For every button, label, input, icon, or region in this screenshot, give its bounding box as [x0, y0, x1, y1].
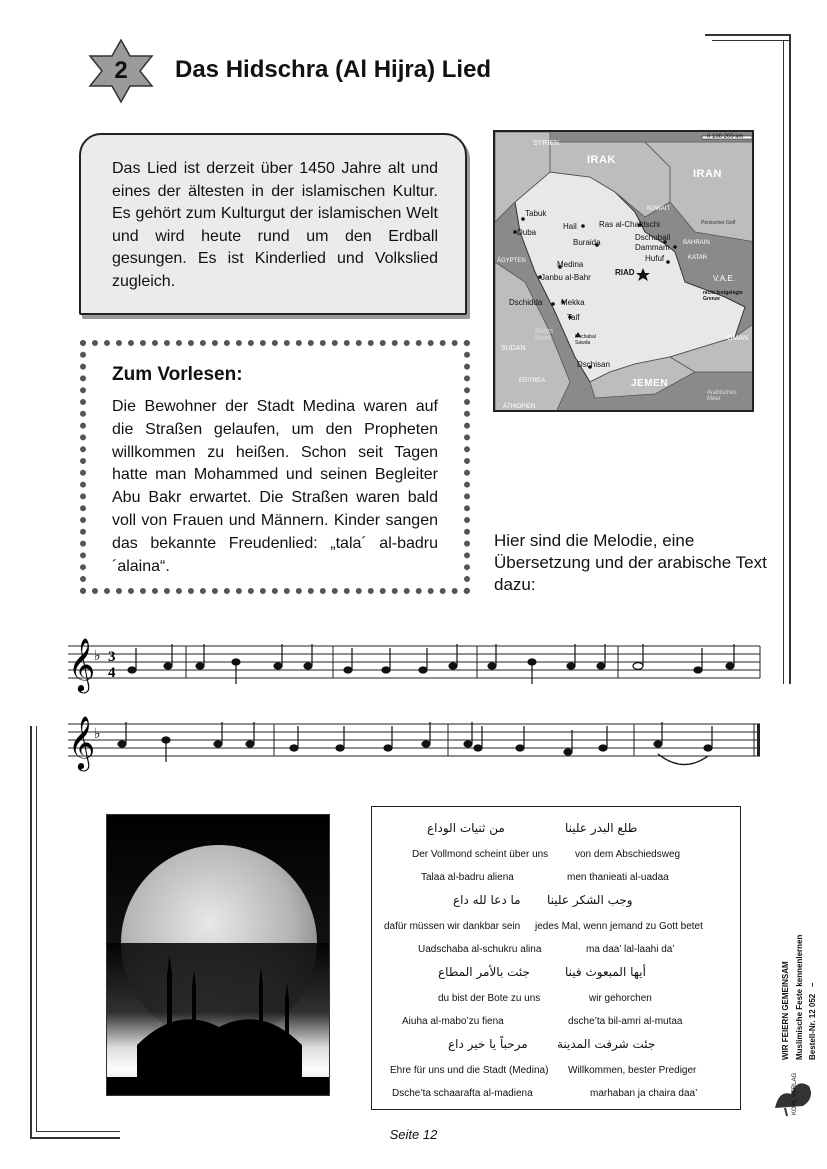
border-line-right	[789, 34, 791, 684]
map-label-jemen: JEMEN	[631, 378, 668, 389]
lyrics-tr-right: marhaban ja chaira daa’	[590, 1088, 698, 1099]
map-label-iran: IRAN	[693, 168, 722, 180]
map-city-duba: Duba	[517, 228, 537, 237]
lyrics-ar-right: طلع البدر علينا	[565, 821, 638, 835]
staff-1-drawing	[68, 636, 768, 696]
lyrics-tr-right: men thanieati al-uadaa	[567, 872, 669, 883]
lyrics-de-right: jedes Mal, wenn jemand zu Gott betet	[535, 921, 703, 932]
side-series-1: WIR FEIERN GEMEINSAM	[781, 961, 790, 1060]
lyrics-de-left: du bist der Bote zu uns	[438, 993, 541, 1004]
map-label-aegypten: ÄGYPTEN	[497, 258, 526, 264]
map-label-syrien: SYRIEN	[533, 140, 560, 147]
publisher-name: KOHL VERLAG	[792, 1072, 798, 1115]
section-number: 2	[114, 57, 128, 84]
lyrics-table	[371, 806, 741, 1110]
lyrics-tr-right: ma daa’ lal-laahi da’	[586, 944, 675, 955]
moon-mosque-photo	[106, 814, 330, 1096]
map-city-dschabal-sawda: Dschabal Sawda	[575, 334, 596, 346]
map-city-janbu: Janbu al-Bahr	[541, 273, 591, 282]
map-water-arabian-sea: Arabisches Meer	[707, 390, 737, 402]
map-city-hufuf: Hufuf	[645, 254, 665, 263]
saudi-arabia-map	[493, 130, 754, 412]
border-line-top	[705, 34, 790, 36]
map-city-ras-al-chafdschi: Ras al-Chafdschi	[599, 220, 660, 229]
map-label-eritrea: ERITREA	[519, 378, 546, 384]
map-label-bahrain: BAHRAIN	[683, 240, 710, 246]
time-sig-top: 3	[108, 649, 116, 665]
page-title: Das Hidschra (Al Hijra) Lied	[175, 56, 492, 83]
melody-caption: Hier sind die Melodie, eine Übersetzung und der arabische Text dazu:	[494, 531, 767, 594]
map-scale: 0 100 200 km	[707, 134, 744, 140]
border-line-right-2	[783, 40, 784, 684]
map-label-katar: KATAR	[688, 255, 708, 261]
map-city-dschidda: Dschidda	[509, 298, 543, 307]
map-label-irak: IRAK	[587, 154, 616, 166]
read-aloud-text: Die Bewohner der Stadt Medina waren auf die Straßen gelaufen, um den Propheten willkommen zu heißen. Schon seit Tagen hatte man Mohammed und seinen Begleiter Abu Bakr erwartet. Die Straßen waren bald voll von Frauen und Männern. Kinder sangen das bekannte Freudenlied: „tala´ al-badru ´alaina“.	[112, 398, 438, 575]
lyrics-ar-left: جئت بالأمر المطاع	[438, 965, 530, 979]
border-line-left-2	[36, 726, 37, 1132]
lyrics-ar-right: جئت شرفت المدينة	[557, 1037, 656, 1051]
map-city-hail: Hail	[563, 222, 577, 231]
page-number: Seite 12	[389, 1127, 438, 1142]
map-city-dschisan: Dschisan	[577, 360, 610, 369]
side-order-number	[808, 983, 817, 1060]
map-city-dschubail: Dschubail	[635, 233, 671, 242]
map-city-mekka: Mekka	[561, 298, 585, 307]
map-city-taif: Taif	[567, 313, 580, 322]
svg-text:𝄞: 𝄞	[68, 637, 96, 691]
border-line-left	[30, 726, 32, 1138]
svg-text:𝄞: 𝄞	[68, 715, 96, 769]
svg-text:♭: ♭	[94, 726, 101, 742]
lyrics-tr-left: Talaa al-badru aliena	[421, 872, 514, 883]
side-dash: –	[808, 982, 817, 988]
lyrics-ar-left: مرحباً يا خير داع	[448, 1037, 528, 1051]
lyrics-tr-left: Aiuha al-mabo’zu fiena	[402, 1016, 504, 1027]
lyrics-tr-left: Dsche’ta schaarafta al-madiena	[392, 1088, 533, 1099]
map-city-buraida: Buraida	[573, 238, 601, 247]
lyrics-de-right: wir gehorchen	[589, 993, 652, 1004]
map-water-persian-gulf: Persischer Golf	[701, 220, 736, 226]
lyrics-ar-right: وجب الشكر علينا	[547, 893, 633, 907]
map-label-vae: V.A.E.	[713, 274, 735, 283]
lyrics-de-right: von dem Abschiedsweg	[575, 849, 681, 860]
time-sig-bottom: 4	[108, 665, 116, 681]
border-line-top-2	[712, 40, 790, 41]
svg-text:♭: ♭	[94, 648, 101, 664]
music-staff-2	[68, 714, 768, 778]
music-staff-1	[68, 636, 768, 696]
lyrics-de-left: Ehre für uns und die Stadt (Medina)	[390, 1065, 549, 1076]
map-city-medina: Medina	[557, 260, 584, 269]
lyrics-de-left: dafür müssen wir dankbar sein	[384, 921, 521, 932]
read-aloud-heading: Zum Vorlesen:	[112, 364, 243, 385]
lyrics-de-right: Willkommen, bester Prediger	[568, 1065, 697, 1076]
map-label-aethiopien: ÄTHIOPIEN	[503, 404, 536, 410]
lyrics-ar-left: ما دعا لله داع	[453, 893, 521, 907]
lyrics-tr-right: dsche’ta bil-amri al-mutaa	[568, 1016, 683, 1027]
lyrics-de-left: Der Vollmond scheint über uns	[412, 849, 549, 860]
map-city-riad: RIAD	[615, 268, 635, 277]
side-series-2: Muslimische Feste kennenlernen	[795, 934, 804, 1060]
map-city-tabuk: Tabuk	[525, 209, 547, 218]
map-water-red-sea: Rotes Meer	[535, 328, 554, 342]
lyrics-tr-left: Uadschaba al-schukru alina	[418, 944, 542, 955]
map-border-note: nicht festgelegte Grenze	[703, 290, 743, 302]
staff-2-drawing	[68, 714, 768, 778]
map-label-sudan: SUDAN	[501, 345, 526, 352]
map-label-kuwait: KUWAIT	[647, 206, 671, 212]
map-city-dammam: Dammam	[635, 243, 670, 252]
lyrics-ar-left: من ثنيات الوداع	[427, 821, 505, 835]
map-label-oman: OMAN	[727, 335, 748, 342]
order-number: Bestell-Nr. 12 052	[808, 993, 817, 1060]
intro-text: Das Lied ist derzeit über 1450 Jahre alt und eines der ältesten in der islamischen Kultur. Es gehört zum Kulturgut der islamischen Welt und wird heute rund um den Erdball gesungen. Es ist Kinderlied und Volkslied zugleich.	[112, 160, 438, 290]
moon-photo-drawing	[107, 815, 330, 1096]
lyrics-ar-right: أيها المبعوث فينا	[565, 965, 646, 979]
